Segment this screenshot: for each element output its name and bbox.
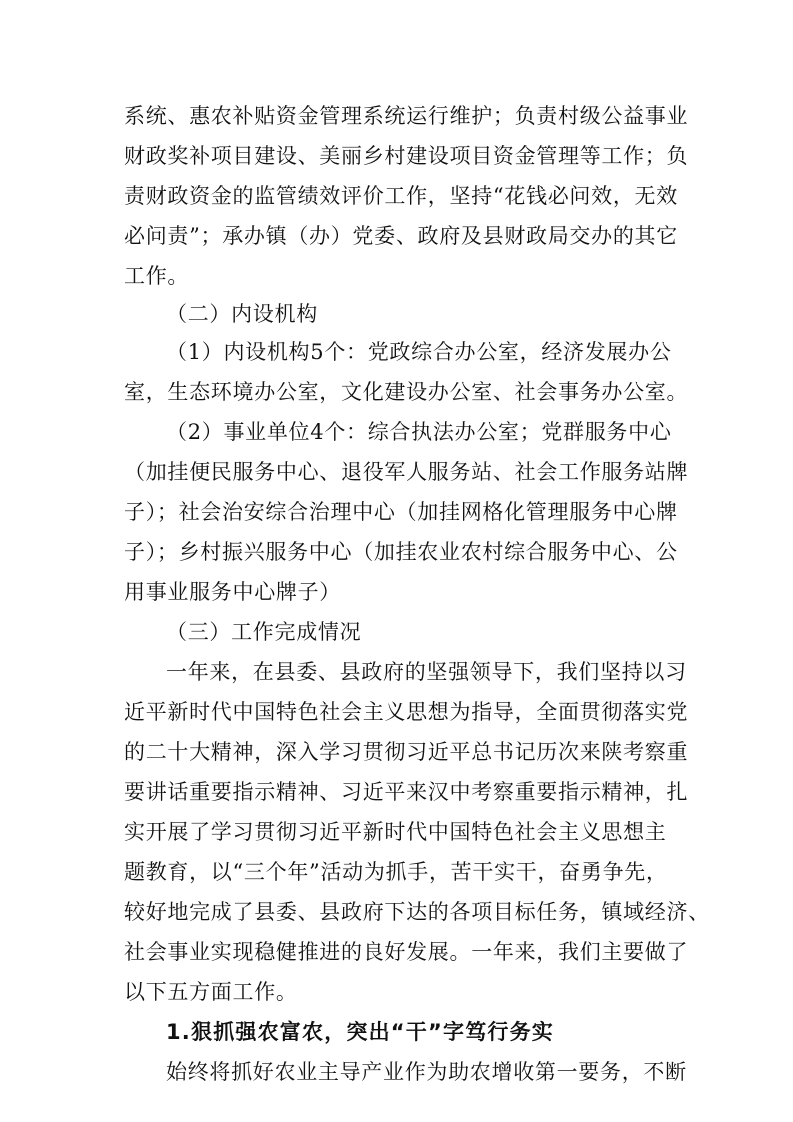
paragraph-line: 工作。 xyxy=(124,264,190,288)
paragraph-line: （加挂便民服务中心、退役军人服务站、社会工作服务站牌 xyxy=(124,460,689,484)
paragraph-line: 财政奖补项目建设、美丽乡村建设项目资金管理等工作；负 xyxy=(124,144,689,168)
paragraph-line: 社会事业实现稳健推进的良好发展。一年来，我们主要做了 xyxy=(124,940,689,964)
paragraph-line: （1）内设机构5个：党政综合办公室，经济发展办公 xyxy=(166,340,672,364)
paragraph-line: 较好地完成了县委、县政府下达的各项目标任务，镇域经济、 xyxy=(124,900,710,924)
paragraph-line: 用事业服务中心牌子） xyxy=(124,580,341,604)
subsection-heading: 1.狠抓强农富农，突出“干”字笃行务实 xyxy=(166,1020,554,1044)
paragraph-line: 室，生态环境办公室，文化建设办公室、社会事务办公室。 xyxy=(124,380,689,404)
paragraph-line: 系统、惠农补贴资金管理系统运行维护；负责村级公益事业 xyxy=(124,104,689,128)
section-heading: （二）内设机构 xyxy=(166,302,318,326)
paragraph-line: 始终将抓好农业主导产业作为助农增收第一要务，不断 xyxy=(166,1060,687,1084)
paragraph-line: 题教育，以“三个年”活动为抓手，苦干实干，奋勇争先， xyxy=(124,860,668,884)
paragraph-line: 要讲话重要指示精神、习近平来汉中考察重要指示精神，扎 xyxy=(124,780,689,804)
paragraph-line: 责财政资金的监管绩效评价工作，坚持“花钱必问效，无效 xyxy=(124,184,678,208)
paragraph-line: 一年来，在县委、县政府的坚强领导下，我们坚持以习 xyxy=(166,660,687,684)
paragraph-line: 近平新时代中国特色社会主义思想为指导，全面贯彻落实党 xyxy=(124,700,689,724)
paragraph-line: 子）；社会治安综合治理中心（加挂网格化管理服务中心牌 xyxy=(124,500,678,524)
paragraph-line: 必问责”；承办镇（办）党委、政府及县财政局交办的其它 xyxy=(124,224,678,248)
paragraph-line: （2）事业单位4个：综合执法办公室；党群服务中心 xyxy=(166,420,672,444)
section-heading: （三）工作完成情况 xyxy=(166,620,362,644)
paragraph-line: 以下五方面工作。 xyxy=(124,980,298,1004)
paragraph-line: 子）；乡村振兴服务中心（加挂农业农村综合服务中心、公 xyxy=(124,540,678,564)
paragraph-line: 实开展了学习贯彻习近平新时代中国特色社会主义思想主 xyxy=(124,820,667,844)
paragraph-line: 的二十大精神，深入学习贯彻习近平总书记历次来陕考察重 xyxy=(124,740,689,764)
